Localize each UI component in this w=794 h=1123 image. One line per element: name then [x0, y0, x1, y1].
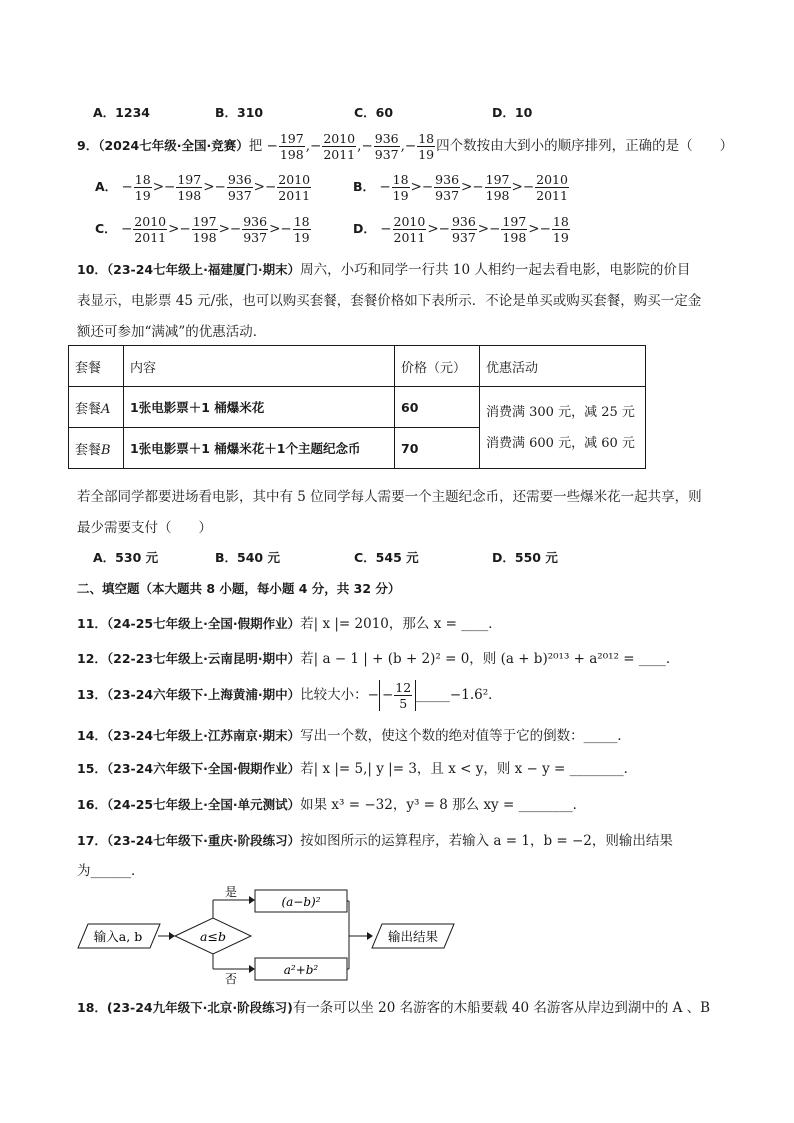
denominator: 198	[502, 230, 527, 245]
numerator: 18	[552, 214, 569, 229]
output-label: 输出结果	[387, 929, 439, 944]
fraction	[242, 214, 268, 245]
q9-option-a	[95, 172, 312, 203]
question-11	[77, 612, 502, 632]
question-18	[77, 996, 710, 1016]
minus-sign: −	[361, 138, 373, 154]
numerator: 197	[192, 214, 217, 229]
denominator: 19	[552, 230, 569, 245]
package-name: 套餐	[75, 401, 102, 417]
stem-text: 若| x |= 5,| y |= 3，且 x < y，则 x − y = ________．	[300, 761, 638, 777]
gt-sign: >	[410, 179, 422, 195]
minus-sign: −	[489, 221, 501, 237]
denominator: 937	[227, 188, 252, 203]
denominator: 937	[451, 230, 476, 245]
question-source: （24-25七年级上·全国·假期作业）	[106, 616, 301, 631]
fraction	[451, 214, 477, 245]
minus-sign: −	[121, 179, 133, 195]
denominator: 2011	[134, 230, 167, 245]
option-label: C．	[95, 221, 117, 236]
package-price-cell: 60	[395, 387, 480, 428]
minus-sign: −	[404, 138, 417, 154]
question-17-line1	[77, 829, 673, 849]
minus-sign: −	[539, 221, 551, 237]
question-source: (23-24九年级下·北京·阶段练习)	[106, 1000, 293, 1015]
fraction	[394, 680, 412, 711]
denominator: 19	[293, 230, 310, 245]
minus-sign: −	[522, 179, 535, 195]
package-content-cell: 1张电影票＋1 桶爆米花＋1个主题纪念币	[124, 428, 395, 469]
question-number: 17．	[77, 833, 107, 848]
package-name-cell	[69, 387, 124, 428]
stem-text: 按如图所示的运算程序，若输入 a = 1，b = −2，则输出结果	[300, 833, 673, 849]
question-10-ask-line1: 若全部同学都要进场看电影，其中有 5 位同学每人需要一个主题纪念币，还需要一些爆米花一起共享，则	[77, 489, 702, 505]
minus-sign: −	[266, 138, 278, 154]
q9-option-c	[95, 214, 312, 245]
package-price-cell: 70	[395, 428, 480, 469]
numerator: 18	[293, 214, 310, 229]
numerator: 2010	[323, 131, 356, 146]
stem-text: _____−1.6²．	[416, 687, 502, 703]
minus-sign: −	[229, 221, 242, 237]
package-variable: B	[101, 442, 111, 458]
minus-sign: −	[421, 179, 434, 195]
minus-sign: −	[280, 221, 292, 237]
comma: ,	[305, 138, 311, 154]
fraction	[434, 172, 460, 203]
question-number: 11．	[77, 616, 107, 631]
question-12	[77, 647, 679, 667]
question-number: 12．	[77, 651, 107, 666]
denominator: 2011	[536, 188, 568, 203]
stem-text: 有一条可以坐 20 名游客的木船要载 40 名游客从岸边到湖中的 A 、B	[292, 1000, 711, 1016]
fraction	[535, 172, 569, 203]
gt-sign: >	[511, 179, 523, 195]
header-cell: 优惠活动	[480, 346, 646, 387]
numerator: 18	[392, 172, 409, 187]
question-number: 14．	[77, 728, 107, 743]
denominator: 5	[399, 696, 408, 711]
numerator: 197	[177, 172, 202, 187]
header-cell: 价格（元）	[395, 346, 480, 387]
option-label: D．	[353, 221, 376, 236]
question-16	[77, 793, 586, 813]
fraction	[552, 214, 570, 245]
denominator: 2011	[323, 147, 356, 162]
q9-option-b	[353, 172, 570, 203]
minus-sign: −	[379, 179, 391, 195]
numerator: 936	[374, 131, 399, 146]
question-15	[77, 757, 637, 777]
fraction	[392, 172, 410, 203]
fraction	[374, 131, 400, 162]
question-number: 18．	[77, 1000, 107, 1015]
header-cell: 套餐	[69, 346, 124, 387]
minus-sign: −	[310, 138, 322, 154]
q9-option-d	[353, 214, 571, 245]
input-label: 输入a, b	[93, 929, 143, 944]
numerator: 2010	[393, 214, 426, 229]
question-source: （23-24六年级下·全国·假期作业）	[106, 761, 301, 776]
question-10-ask-line2: 最少需要支付（ ）	[77, 520, 212, 536]
numerator: 936	[451, 214, 476, 229]
numerator: 18	[134, 172, 151, 187]
gt-sign: >	[477, 221, 490, 237]
numerator: 12	[395, 680, 412, 695]
option-c: C．545 元	[354, 550, 419, 565]
package-content-cell: 1张电影票＋1 桶爆米花	[124, 387, 395, 428]
numerator: 936	[227, 172, 252, 187]
stem-text: 把	[248, 138, 263, 154]
denominator: 19	[134, 188, 151, 203]
question-10-line1	[77, 258, 690, 278]
denominator: 19	[418, 147, 435, 162]
fraction	[134, 172, 152, 203]
package-variable: A	[101, 401, 111, 417]
denominator: 198	[192, 230, 217, 245]
numerator: 2010	[536, 172, 568, 187]
denominator: 937	[243, 230, 268, 245]
fraction	[192, 214, 218, 245]
gt-sign: >	[269, 221, 281, 237]
question-13	[77, 680, 502, 711]
question-number: 13．	[77, 687, 107, 702]
fraction	[293, 214, 311, 245]
no-label: 否	[225, 972, 238, 986]
arrow-head	[249, 896, 255, 904]
no-formula: a²+b²	[283, 963, 319, 977]
package-table	[68, 345, 646, 469]
option-label: A．	[95, 179, 118, 194]
question-source: （2024七年级·全国·竞赛）	[98, 138, 249, 153]
question-source: （23-24七年级上·江苏南京·期末）	[106, 728, 301, 743]
stem-text: 写出一个数，使这个数的绝对值等于它的倒数：_____．	[300, 728, 631, 744]
question-source: （23-24七年级上·福建厦门·期末）	[106, 262, 301, 277]
question-number: 16．	[77, 797, 107, 812]
denominator: 937	[435, 188, 460, 203]
numerator: 197	[485, 172, 510, 187]
fraction	[417, 131, 435, 162]
comma: ,	[357, 138, 362, 154]
minus-sign: −	[120, 221, 133, 237]
fraction	[227, 172, 253, 203]
option-d: D．10	[492, 105, 533, 120]
yes-formula: (a−b)²	[281, 895, 321, 909]
package-name-cell	[69, 428, 124, 469]
option-a: A．530 元	[93, 550, 159, 565]
question-10-line2: 表显示，电影票 45 元/张，也可以购买套餐，套餐价格如下表所示．不论是单买或购买套餐，购买一定金	[77, 293, 702, 309]
stem-text: 周六，小巧和同学一行共 10 人相约一起去看电影，电影院的价目	[300, 262, 691, 278]
fraction	[277, 172, 311, 203]
option-b: B．310	[215, 105, 264, 120]
denominator: 198	[485, 188, 510, 203]
condition-label: a≤b	[200, 929, 226, 944]
denominator: 2011	[393, 230, 426, 245]
flowchart	[70, 880, 470, 988]
arrow-head	[249, 965, 255, 973]
fraction	[133, 214, 167, 245]
section-heading: 二、填空题（本大题共 8 小题，每小题 4 分，共 32 分）	[77, 581, 401, 596]
fraction	[501, 214, 527, 245]
promo-line: 消费满 600 元，减 60 元	[486, 435, 635, 451]
numerator: 197	[502, 214, 527, 229]
stem-text: 如果 x³ = −32，y³ = 8 那么 xy = ________．	[300, 797, 587, 813]
minus-sign: −	[380, 221, 392, 237]
fraction	[393, 214, 427, 245]
numerator: 2010	[278, 172, 311, 187]
question-17-line2: 为______．	[77, 863, 145, 879]
arrow-head	[367, 932, 373, 940]
numerator: 197	[279, 131, 304, 146]
denominator: 198	[279, 147, 304, 162]
gt-sign: >	[203, 179, 215, 195]
gt-sign: >	[218, 221, 230, 237]
question-number: 10．	[77, 262, 107, 277]
denominator: 2011	[278, 188, 311, 203]
minus-sign: −	[381, 687, 394, 703]
option-c: C．60	[354, 105, 394, 120]
stem-text: 若| a − 1 | + (b + 2)² = 0，则 (a + b)²⁰¹³ + a²⁰¹² = ____．	[300, 651, 680, 667]
minus-sign: −	[264, 179, 277, 195]
fraction	[176, 172, 202, 203]
option-d: D．550 元	[492, 550, 558, 565]
gt-sign: >	[152, 179, 165, 195]
package-name: 套餐	[75, 442, 102, 458]
question-10-line3: 额还可参加“满减”的优惠活动．	[77, 324, 267, 340]
promo-cell	[480, 387, 646, 469]
gt-sign: >	[253, 179, 265, 195]
option-label: B．	[353, 179, 376, 194]
question-source: （24-25七年级上·全国·单元测试）	[106, 797, 301, 812]
table-row	[69, 387, 646, 428]
stem-text: 比较大小：−	[300, 687, 379, 703]
promo-line: 消费满 300 元，减 25 元	[486, 404, 635, 420]
stem-text: 若| x |= 2010，那么 x = ____．	[300, 616, 502, 632]
minus-sign: −	[164, 179, 176, 195]
fraction	[485, 172, 511, 203]
table-header-row	[69, 346, 646, 387]
fraction	[322, 131, 356, 162]
numerator: 18	[418, 131, 435, 146]
question-number: 15．	[77, 761, 107, 776]
question-number: 9．	[77, 138, 99, 153]
numerator: 936	[435, 172, 460, 187]
comma: ,	[400, 138, 405, 154]
question-source: （22-23七年级上·云南昆明·期中）	[106, 651, 301, 666]
numerator: 936	[243, 214, 268, 229]
option-a: A．1234	[93, 105, 150, 120]
stem-text: 四个数按由大到小的顺序排列，正确的是（ ）	[436, 138, 734, 154]
question-source: （23-24七年级下·重庆·阶段练习）	[106, 833, 301, 848]
yes-label: 是	[225, 885, 238, 899]
gt-sign: >	[461, 179, 473, 195]
numerator: 2010	[134, 214, 167, 229]
denominator: 937	[374, 147, 399, 162]
minus-sign: −	[214, 179, 226, 195]
minus-sign: −	[438, 221, 450, 237]
header-cell: 内容	[124, 346, 395, 387]
gt-sign: >	[427, 221, 439, 237]
question-source: （23-24六年级下·上海黄浦·期中）	[106, 687, 301, 702]
absolute-value-bars	[379, 680, 416, 711]
denominator: 19	[392, 188, 409, 203]
option-b: B．540 元	[215, 550, 280, 565]
fraction	[279, 131, 305, 162]
gt-sign: >	[528, 221, 540, 237]
minus-sign: −	[179, 221, 191, 237]
question-9-stem	[77, 131, 733, 162]
denominator: 198	[177, 188, 202, 203]
minus-sign: −	[472, 179, 484, 195]
gt-sign: >	[168, 221, 180, 237]
question-14	[77, 724, 631, 744]
